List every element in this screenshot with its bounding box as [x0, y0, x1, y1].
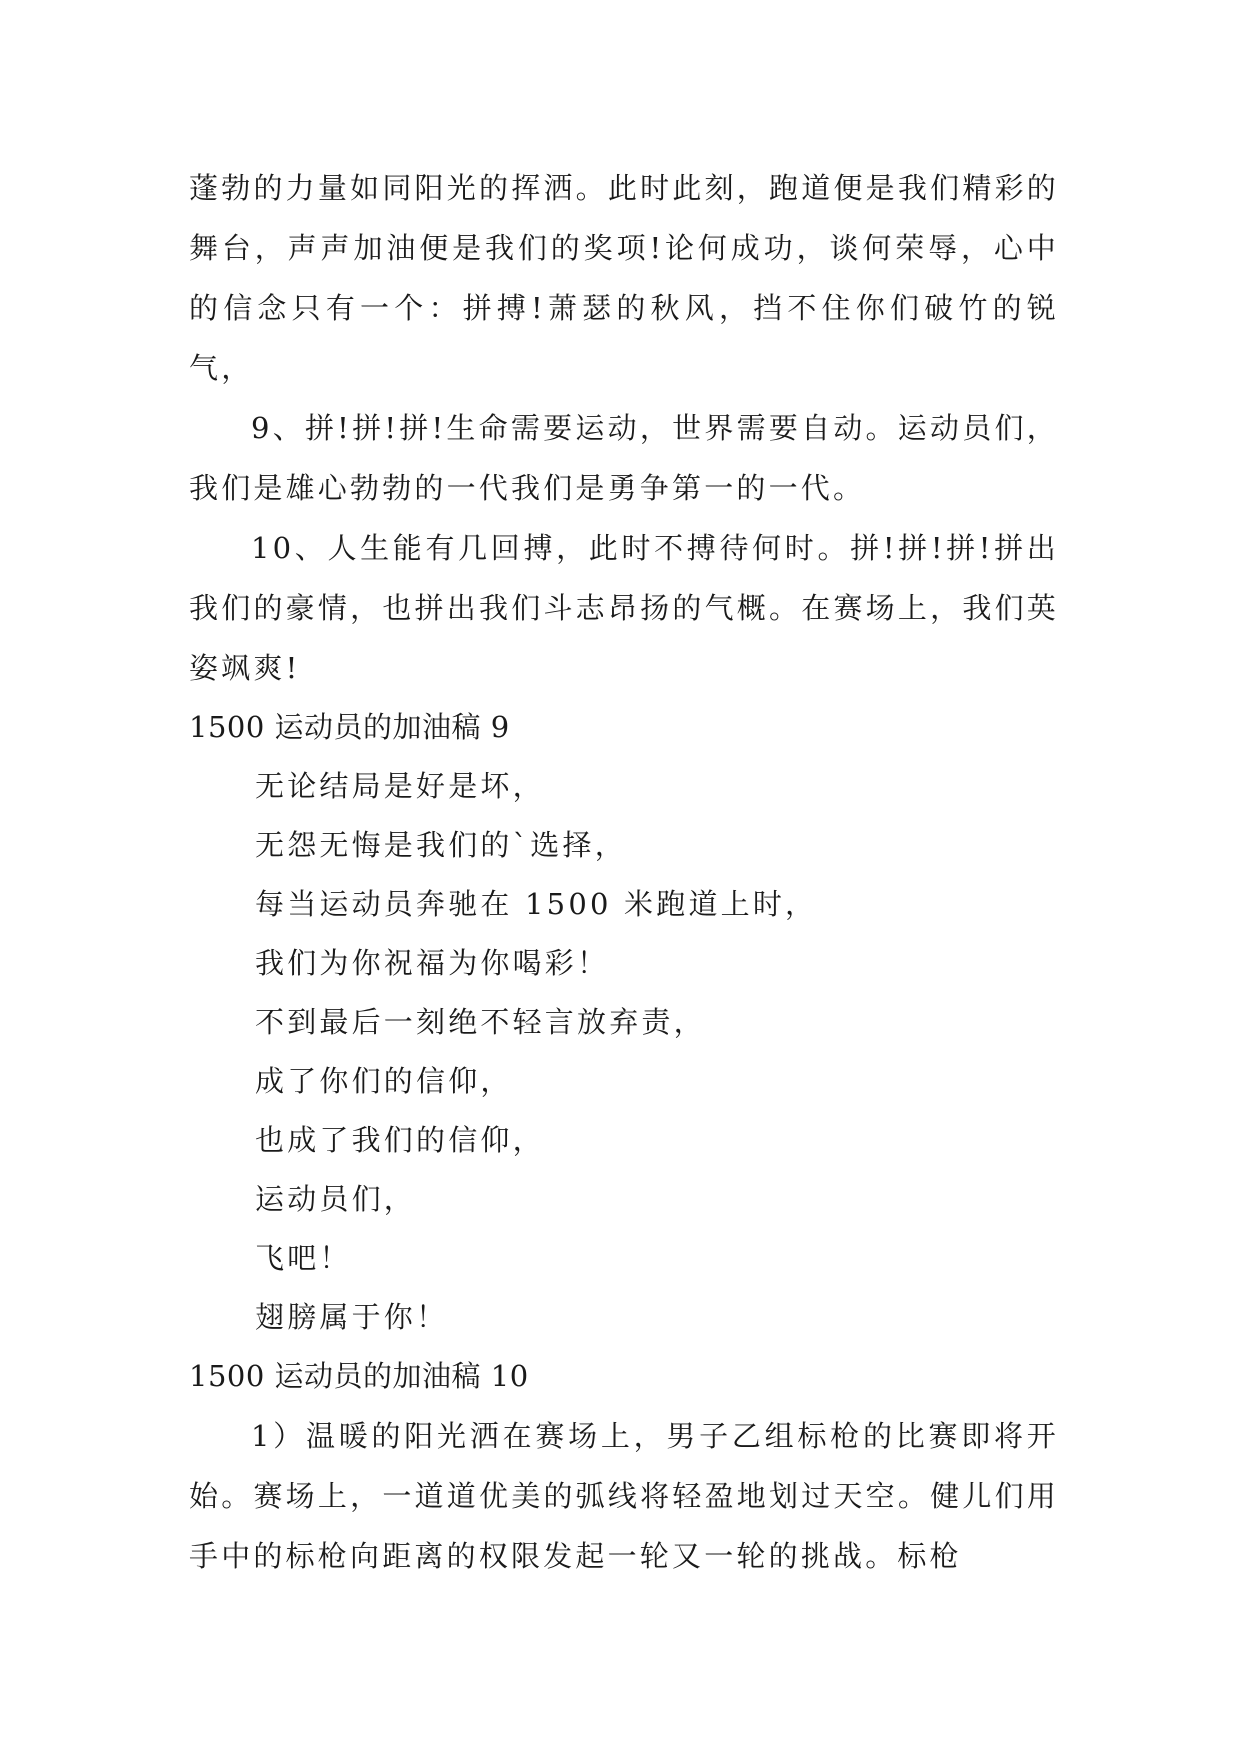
paragraph-continued: 蓬勃的力量如同阳光的挥洒。此时此刻，跑道便是我们精彩的舞台，声声加油便是我们的奖项!论何成功，谈何荣辱，心中的信念只有一个：拼搏!萧瑟的秋风，挡不住你们破竹的锐气， — [189, 171, 1059, 385]
section-heading-10: 1500 运动员的加油稿 10 — [189, 1359, 529, 1393]
poem-line: 无论结局是好是坏， — [255, 769, 545, 803]
poem-line: 也成了我们的信仰， — [255, 1123, 545, 1157]
poem-line: 每当运动员奔驰在 1500 米跑道上时， — [255, 887, 818, 921]
poem-line: 运动员们， — [255, 1182, 417, 1216]
poem-line: 无怨无悔是我们的`选择， — [255, 828, 627, 862]
poem-line: 翅膀属于你！ — [255, 1300, 449, 1334]
poem-line: 我们为你祝福为你喝彩！ — [255, 946, 610, 980]
poem-line: 成了你们的信仰， — [255, 1064, 513, 1098]
poem-line: 飞吧！ — [255, 1241, 352, 1275]
paragraph-item-9: 9、拼!拼!拼!生命需要运动，世界需要自动。运动员们，我们是雄心勃勃的一代我们是勇争第一的一代。 — [189, 411, 1059, 505]
section-heading-9: 1500 运动员的加油稿 9 — [189, 710, 510, 744]
document-body — [189, 158, 1059, 1586]
poem-line: 不到最后一刻绝不轻言放弃责， — [255, 1005, 706, 1039]
paragraph-javelin: 1）温暖的阳光洒在赛场上，男子乙组标枪的比赛即将开始。赛场上，一道道优美的弧线将轻盈地划过天空。健儿们用手中的标枪向距离的权限发起一轮又一轮的挑战。标枪 — [189, 1419, 1059, 1573]
paragraph-item-10: 10、人生能有几回搏，此时不搏待何时。拼!拼!拼!拼出我们的豪情，也拼出我们斗志昂扬的气概。在赛场上，我们英姿飒爽! — [189, 531, 1059, 685]
